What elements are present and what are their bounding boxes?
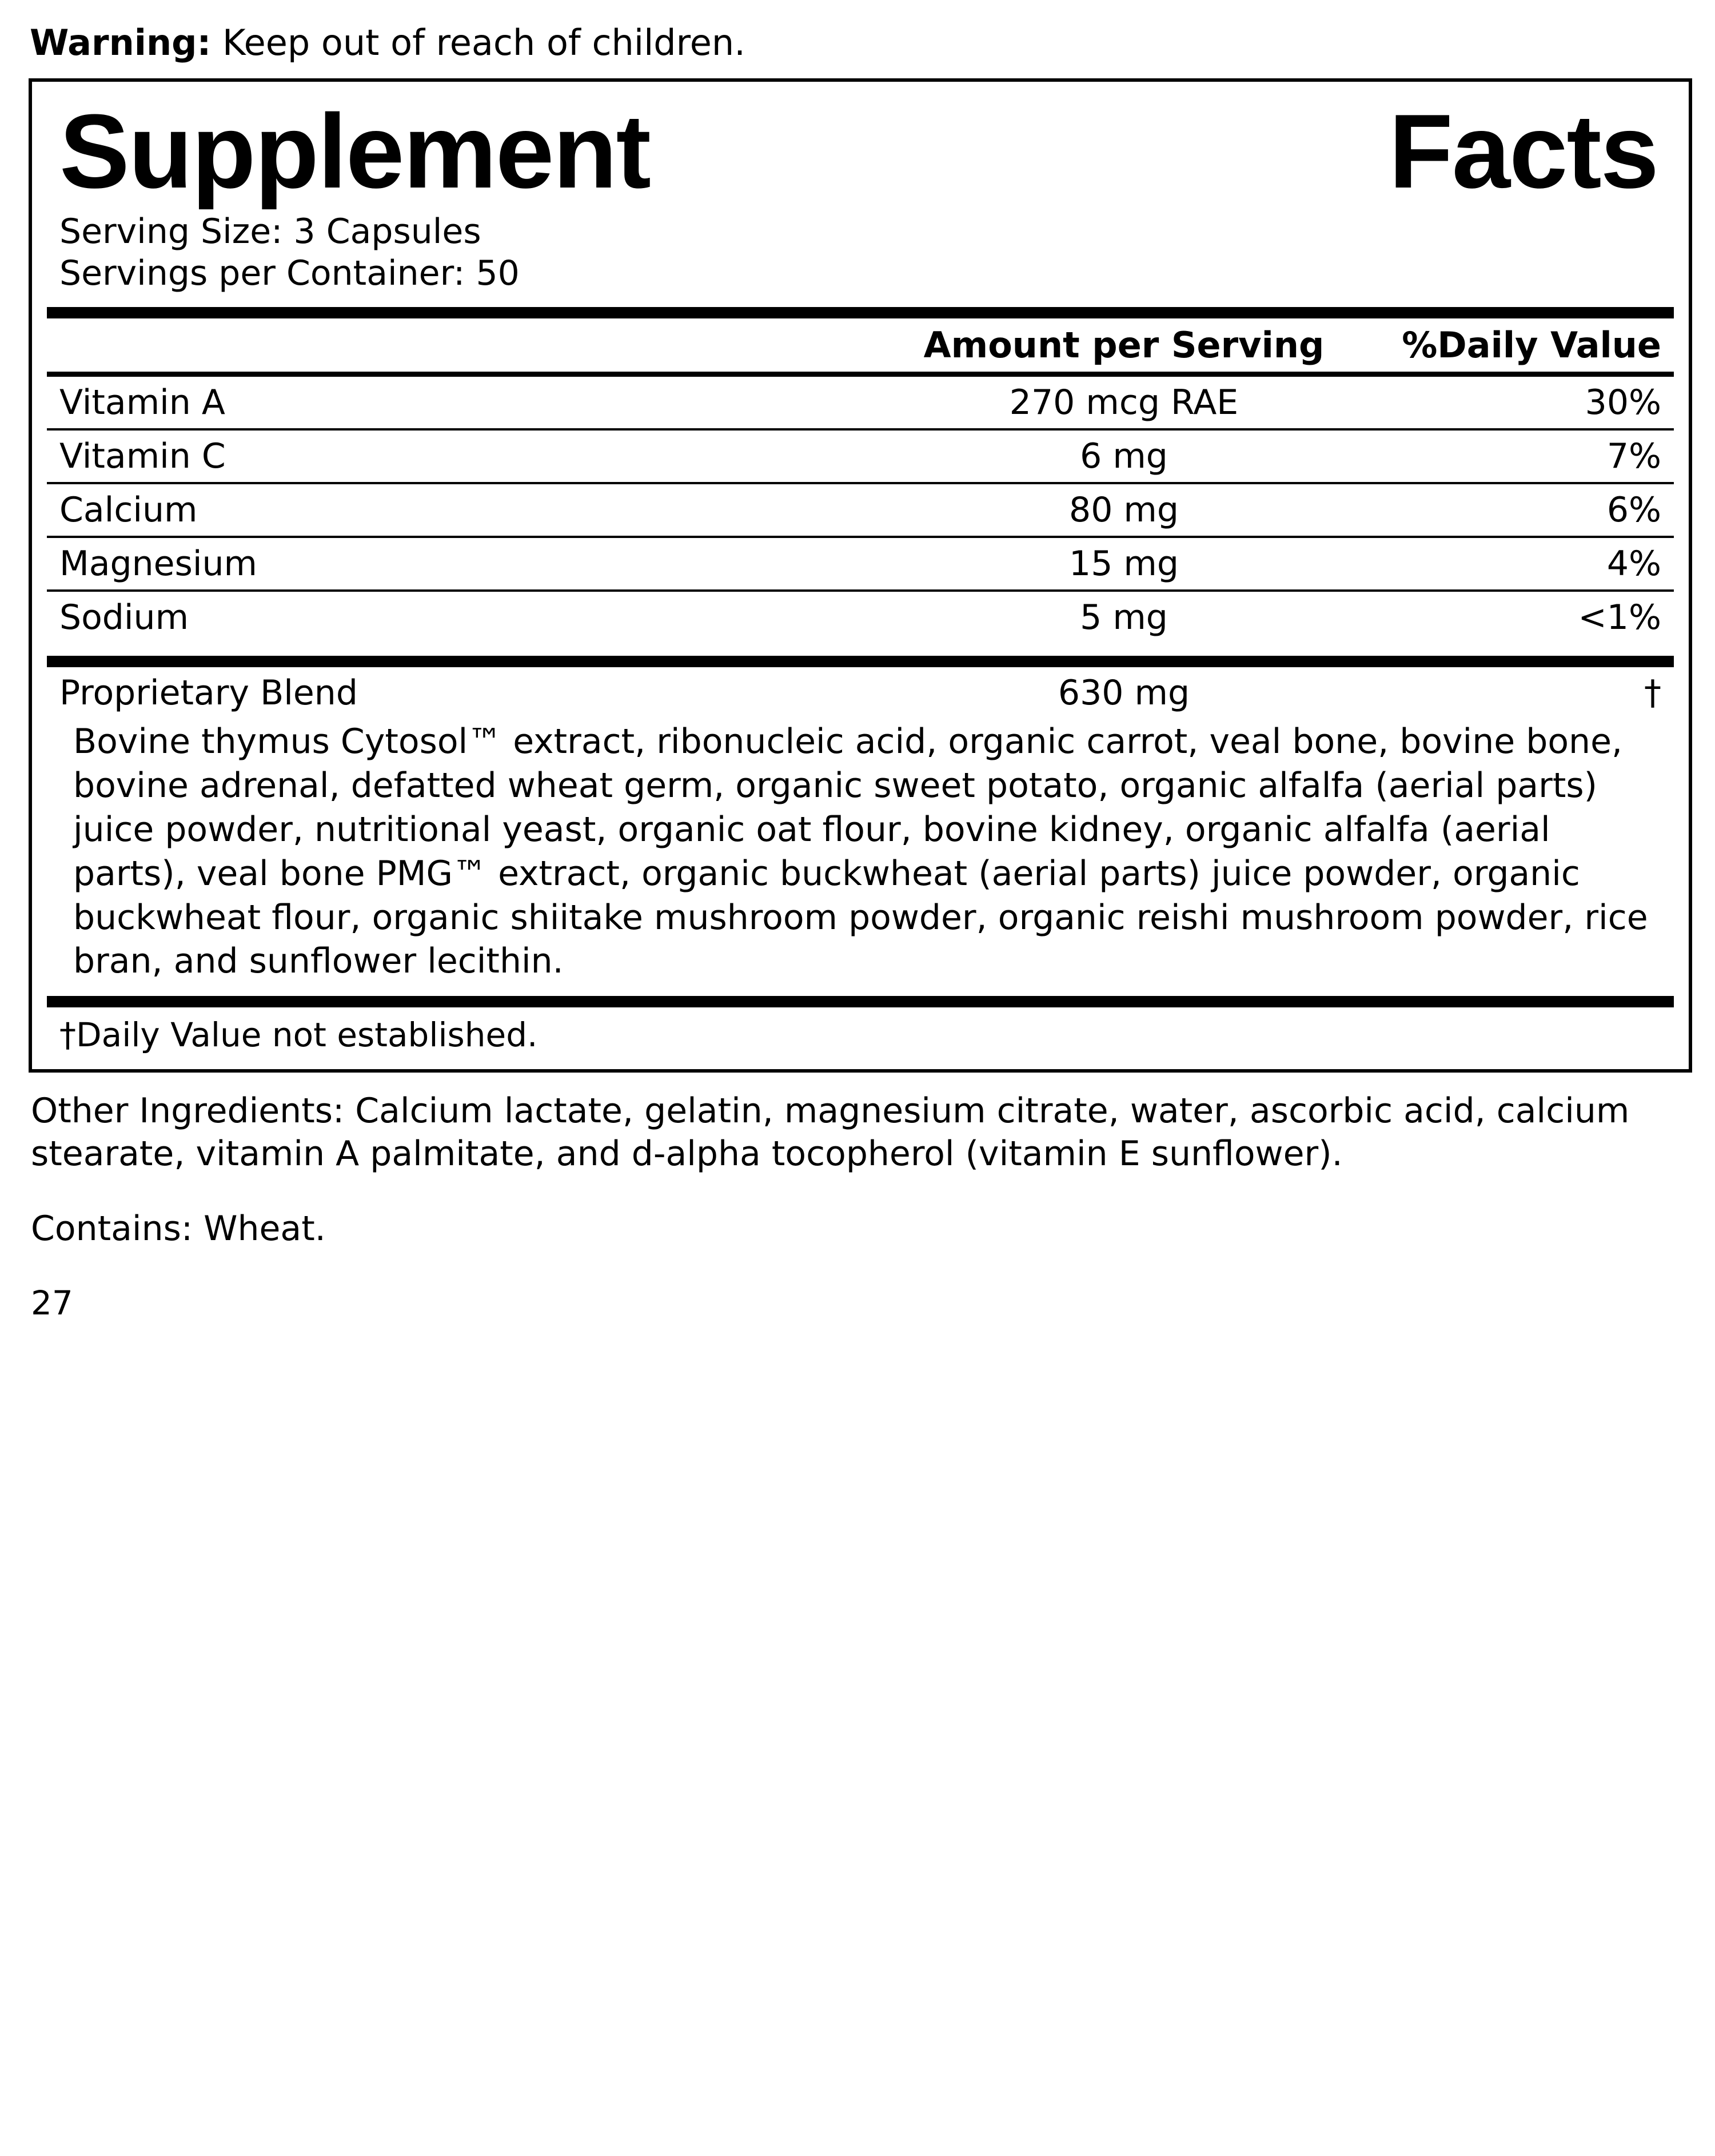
nutrient-daily-value: <1%	[1578, 597, 1661, 638]
divider-thick-above-blend	[47, 656, 1674, 667]
supplement-facts-panel	[29, 78, 1692, 1072]
warning-text: Keep out of reach of children.	[211, 22, 745, 63]
warning-line	[30, 23, 1686, 62]
page-number: 27	[31, 1283, 73, 1322]
panel-title	[59, 92, 1674, 210]
panel-title-word-facts: Facts	[1389, 92, 1658, 210]
table-row	[47, 483, 1674, 537]
blend-name: Proprietary Blend	[59, 673, 358, 714]
blend-daily-value: †	[1644, 673, 1661, 714]
panel-title-word-supplement: Supplement	[59, 92, 650, 210]
nutrition-table-header	[47, 318, 1674, 372]
table-header-row	[47, 318, 1674, 372]
nutrient-name: Magnesium	[47, 537, 907, 591]
nutrient-rows	[47, 377, 1674, 643]
divider-thick-top	[47, 307, 1674, 318]
nutrient-name: Sodium	[59, 597, 189, 638]
header-amount-per-serving: Amount per Serving	[923, 324, 1325, 366]
nutrient-amount: 5 mg	[1080, 597, 1168, 638]
nutrient-name: Calcium	[47, 483, 907, 537]
other-ingredients: Other Ingredients: Calcium lactate, gelatin, magnesium citrate, water, ascorbic acid, calcium stearate, vitamin A palmitate, and d-alpha tocopherol (vitamin E sunflower).	[31, 1090, 1630, 1174]
table-row	[47, 667, 1674, 719]
divider-medium-under-header	[47, 372, 1674, 377]
table-row	[47, 591, 1674, 643]
daily-value-note: †Daily Value not established.	[59, 1015, 538, 1055]
nutrient-name: Vitamin A	[47, 377, 907, 429]
nutrient-amount: 270 mcg RAE	[907, 377, 1341, 429]
nutrient-amount: 80 mg	[907, 483, 1341, 537]
blend-ingredients-text: Bovine thymus Cytosol™ extract, ribonucleic acid, organic carrot, veal bone, bovine bone, bovine adrenal, defatted wheat germ, organic sweet potato, organic alfalfa (aerial parts) juice powder, nutritional yeast, organic oat flour, bovine kidney, organic alfalfa (aerial parts), veal bone PMG™ extract, organic buckwheat (aerial parts) juice powder, organic buckwheat flour, organic shiitake mushroom powder, organic reishi mushroom powder, rice bran, and sunflower lecithin.	[73, 722, 1648, 982]
nutrient-daily-value: 30%	[1341, 377, 1674, 429]
header-nutrient-name	[47, 318, 907, 372]
serving-size: Serving Size: 3 Capsules	[59, 212, 481, 252]
table-row	[47, 429, 1674, 483]
header-daily-value: %Daily Value	[1402, 324, 1661, 366]
blend-amount: 630 mg	[1058, 673, 1190, 714]
warning-label: Warning:	[30, 22, 212, 63]
nutrient-daily-value: 4%	[1341, 537, 1674, 591]
nutrient-amount: 15 mg	[907, 537, 1341, 591]
nutrient-amount: 6 mg	[907, 429, 1341, 483]
servings-per-container: Servings per Container: 50	[59, 253, 520, 294]
nutrient-daily-value: 7%	[1341, 429, 1674, 483]
proprietary-blend-row	[47, 667, 1674, 719]
contains-statement: Contains: Wheat.	[31, 1208, 326, 1249]
divider-thick-below-blend	[47, 996, 1674, 1007]
nutrient-name: Vitamin C	[47, 429, 907, 483]
table-row	[47, 377, 1674, 429]
nutrient-daily-value: 6%	[1341, 483, 1674, 537]
table-row	[47, 537, 1674, 591]
nutrition-table	[47, 318, 1674, 372]
